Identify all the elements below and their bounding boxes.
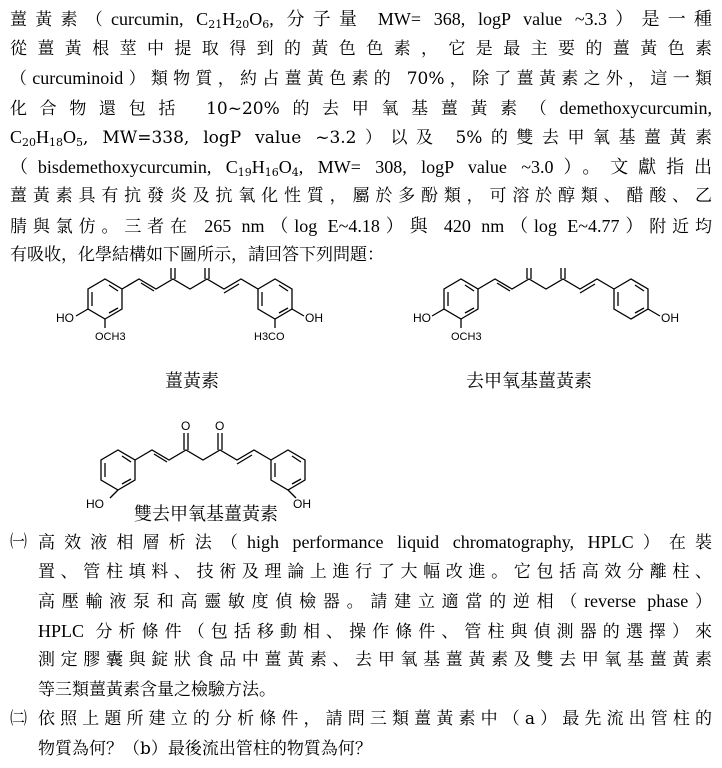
demethoxy-label-ho: HO (413, 311, 431, 325)
question-1 (10, 528, 712, 705)
caption-curcumin: 薑黃素 (165, 371, 219, 392)
caption-demethoxycurcumin: 去甲氧基薑黃素 (466, 371, 592, 392)
bis-label-o2: O (215, 419, 225, 433)
question-1-line-2: 置、管柱填料、技術及理論上進行了大幅改進。它包括高效分離柱、 (38, 561, 712, 582)
intro-line-9: 有吸收，化學結構如下圖所示，請回答下列問題： (10, 245, 384, 265)
question-1-line-4: HPLC 分析條件（包括移動相、操作條件、管柱與偵測器的選擇）來 (38, 620, 712, 642)
demethoxycurcumin-structure (432, 268, 660, 328)
question-2-number: ㈡ (10, 709, 27, 729)
intro-line-6: （bisdemethoxycurcumin, $C_{19}H_{16}O_4$, MW= 308, logP value ~3.0）。文獻指出 (10, 156, 712, 179)
curcumin-structure (76, 268, 304, 328)
question-2-line-1: 依照上題所建立的分析條件，請問三類薑黃素中（a）最先流出管柱的 (38, 709, 712, 729)
curcumin-label-ho: HO (56, 311, 74, 325)
question-1-line-5: 測定膠囊與錠狀食品中薑黃素、去甲氧基薑黃素及雙去甲氧基薑黃素 (38, 650, 712, 670)
demethoxy-label-och3: OCH3 (451, 331, 482, 343)
question-1-line-3: 高壓輸液泵和高靈敏度偵檢器。請建立適當的逆相（reverse phase） (38, 591, 712, 612)
bisdemethoxycurcumin-structure (101, 433, 305, 498)
curcumin-label-oh: OH (305, 311, 323, 325)
intro-line-7: 薑黃素具有抗發炎及抗氧化性質，屬於多酚類，可溶於醇類、醋酸、乙 (10, 186, 712, 206)
caption-bisdemethoxycurcumin: 雙去甲氧基薑黃素 (134, 504, 278, 525)
question-1-line-1: 高效液相層析法（high performance liquid chromatography, HPLC）在裝 (38, 532, 712, 553)
intro-line-8: 腈與氯仿。三者在 265 nm（log E~4.18）與 420 nm（log E~4.77）附近均 (10, 215, 712, 237)
question-2 (10, 705, 712, 764)
intro-line-2: 從薑黃根莖中提取得到的黃色色素，它是最主要的薑黃色素 (10, 38, 712, 59)
question-1-number: ㈠ (10, 532, 27, 552)
bis-label-oh: OH (293, 497, 311, 511)
question-1-line-6: 等三類薑黃素含量之檢驗方法。 (38, 679, 276, 700)
intro-line-5: $C_{20}H_{18}O_5$, MW=338, logP value ~3.2）以及 5%的雙去甲氧基薑黃素 (10, 127, 712, 149)
intro-line-3: （curcuminoid）類物質，約占薑黃色素的 70%，除了薑黃素之外，這一類 (10, 68, 712, 89)
intro-line-4: 化合物還包括 10~20%的去甲氧基薑黃素（demethoxycurcumin, (10, 97, 712, 119)
curcumin-label-och3: OCH3 (95, 331, 126, 343)
bis-label-o1: O (181, 419, 191, 433)
chemical-structures (0, 268, 722, 518)
demethoxy-label-oh: OH (661, 311, 679, 325)
question-2-line-2: 物質為何？（b）最後流出管柱的物質為何？ (38, 738, 372, 759)
curcumin-label-h3co: H3CO (254, 331, 285, 343)
intro-paragraph (10, 5, 712, 271)
bis-label-ho: HO (86, 497, 104, 511)
intro-line-1: 薑黃素（curcumin, $C_{21}H_{20}O_6$, 分子量 MW= 368, logP value ~3.3）是一種 (10, 9, 712, 31)
